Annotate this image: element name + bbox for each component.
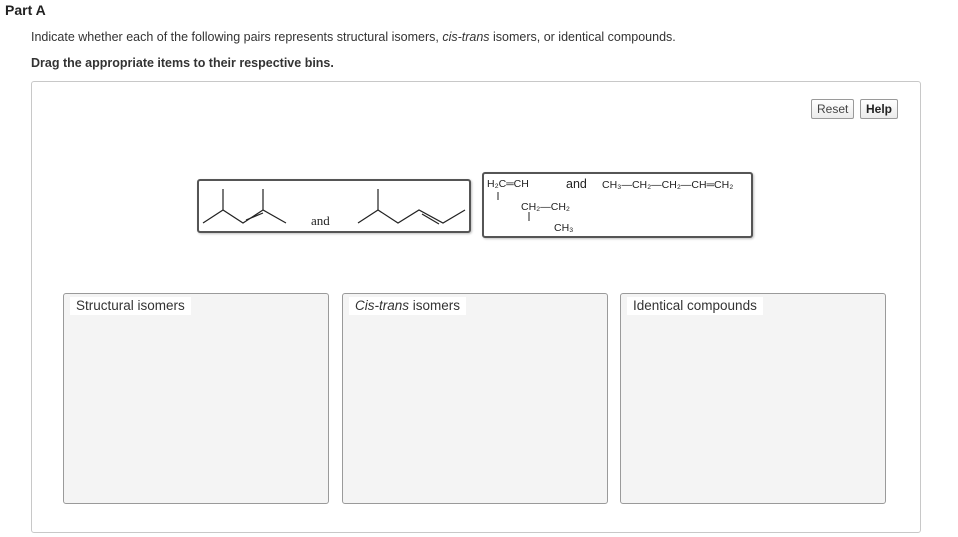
instruction-text-1: Indicate whether each of the following pairs represents structural isomers, xyxy=(31,30,443,44)
bin-label-structural: Structural isomers xyxy=(70,297,191,315)
skeletal-right-molecule xyxy=(358,210,465,223)
bin-label-cis-trans xyxy=(349,297,466,315)
draggable-item-skeletal-pair[interactable] xyxy=(197,179,471,233)
question-instruction xyxy=(31,30,676,44)
condensed-left-middle: CH₂—CH₂ xyxy=(521,201,570,213)
instruction-text-2: isomers, or identical compounds. xyxy=(489,30,676,44)
pair-connector-and: and xyxy=(566,177,587,191)
drag-instruction: Drag the appropriate items to their respective bins. xyxy=(31,56,334,70)
part-title: Part A xyxy=(5,2,46,18)
bin-label-cis-trans-rest: isomers xyxy=(409,298,461,313)
bin-label-cis-trans-italic: Cis-trans xyxy=(355,298,410,313)
bin-cis-trans-isomers[interactable] xyxy=(342,293,608,504)
help-button[interactable]: Help xyxy=(860,99,898,119)
draggable-item-condensed-pair[interactable] xyxy=(482,172,753,238)
bin-identical-compounds[interactable] xyxy=(620,293,886,504)
condensed-right-structure: CH₃—CH₂—CH₂—CH═CH₂ xyxy=(602,179,734,191)
pair-connector-and: and xyxy=(311,213,330,228)
condensed-left-bottom: CH₃ xyxy=(554,222,574,234)
skeletal-left-molecule xyxy=(203,210,286,223)
bin-structural-isomers[interactable] xyxy=(63,293,329,504)
instruction-italic: cis-trans xyxy=(442,30,490,44)
skeletal-left-double-bond xyxy=(246,213,263,220)
bin-label-identical: Identical compounds xyxy=(627,297,763,315)
reset-button[interactable]: Reset xyxy=(811,99,854,119)
skeletal-structures-diagram xyxy=(199,181,469,231)
condensed-left-top: H₂C═CH xyxy=(487,178,529,190)
